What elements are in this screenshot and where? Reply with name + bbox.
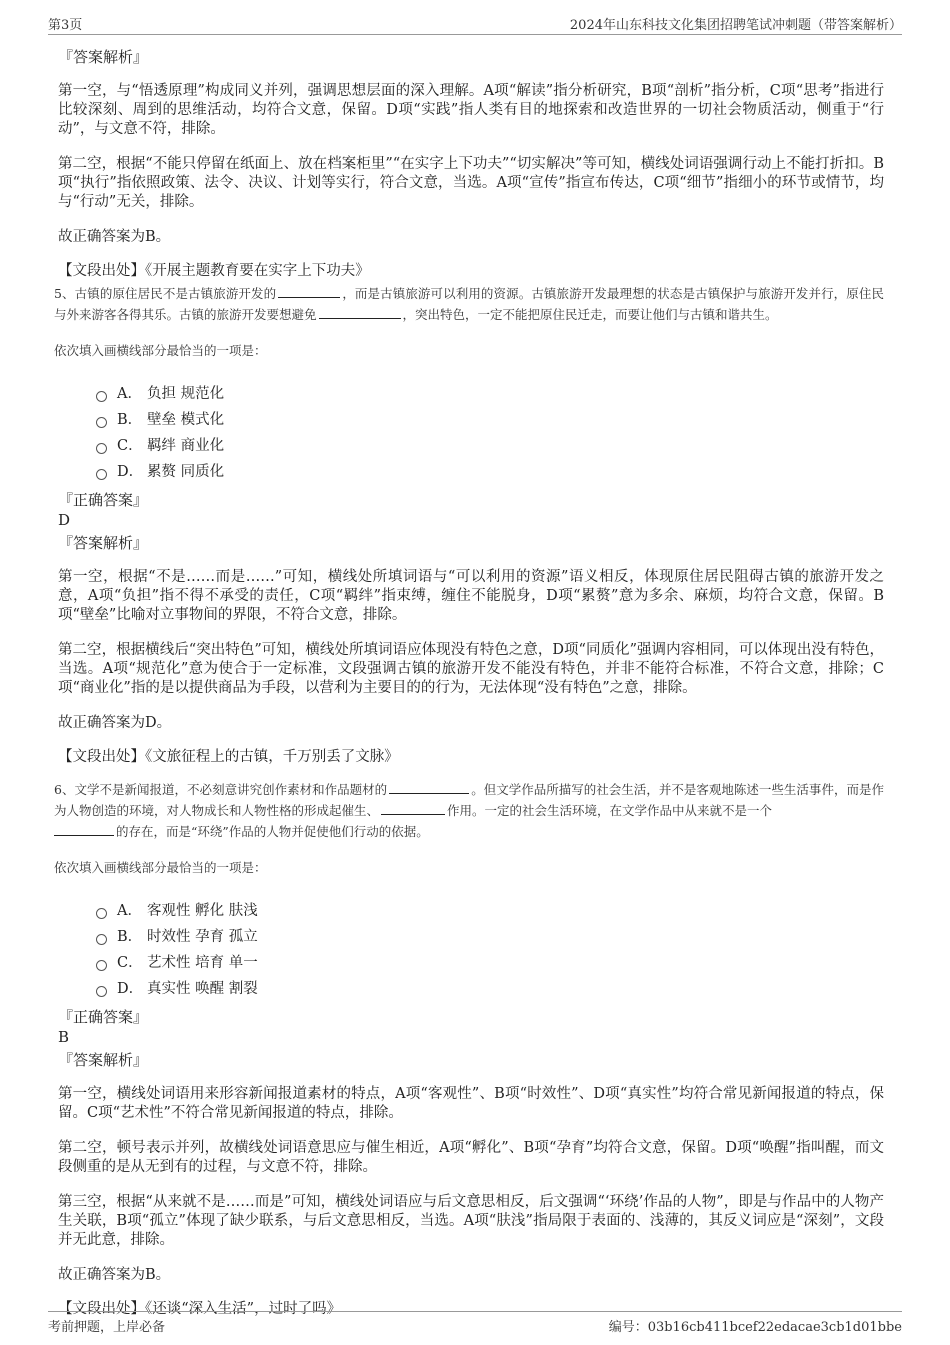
page-content: [56, 42, 884, 1319]
page-number: 第3页: [48, 18, 83, 33]
analysis-label: 『答案解析』: [58, 534, 149, 552]
q5-analysis-p2: 第二空，根据横线后“突出特色”可知，横线处所填词语应体现没有特色之意，D项“同质化”强调内容相同，可以体现出没有特色，当选。A项“规范化”意为使合于一定标准，文段强调古镇的旅游开发不能没有特色，并非不能符合标准，不符合文意，排除；C项“商业化”指的是以提供商品为手段，以营利为主要目的的行为，无法体现“没有特色”之意，排除。: [58, 642, 884, 696]
correct-answer-label: 『正确答案』: [58, 1008, 149, 1026]
q5-options: [96, 381, 884, 485]
q6-options: [96, 898, 884, 1002]
q5-question: 5、古镇的原住居民不是古镇旅游开发的 ，而是古镇旅游可以利用的资源。古镇旅游开发最理想的状态是古镇保护与旅游开发并行，原住民与外来游客各得其乐。古镇的旅游开发要想避免 ，突出特色，一定不能把原住民迁走，而要让他们与古镇和谐共生。: [54, 286, 884, 322]
option-b[interactable]: B． 壁垒 模式化: [96, 407, 884, 433]
radio-icon[interactable]: [96, 417, 107, 428]
blank: [319, 306, 401, 319]
footer-slogan: 考前押题，上岸必备: [48, 1320, 166, 1335]
option-c[interactable]: C． 羁绊 商业化: [96, 433, 884, 459]
option-d[interactable]: D． 累赘 同质化: [96, 459, 884, 485]
q6-conclusion: 故正确答案为B。: [58, 1267, 171, 1283]
option-a[interactable]: A． 客观性 孵化 肤浅: [96, 898, 884, 924]
blank: [278, 285, 340, 298]
q4-analysis-p2: 第二空，根据“不能只停留在纸面上、放在档案柜里”“在实字上下功夫”“切实解决”等可知，横线处词语强调行动上不能打折扣。B项“执行”指依照政策、法令、决议、计划等实行，符合文意，当选。A项“宣传”指宣布传达，C项“细节”指细小的环节或情节，均与“行动”无关，排除。: [58, 156, 884, 210]
radio-icon[interactable]: [96, 391, 107, 402]
q4-conclusion: 故正确答案为B。: [58, 229, 171, 245]
analysis-label: 『答案解析』: [58, 1051, 149, 1069]
q5-source: 【文段出处】《文旅征程上的古镇，千万别丢了文脉》: [58, 749, 399, 765]
q5-analysis-p1: 第一空，根据“不是……而是……”可知，横线处所填词语与“可以利用的资源”语义相反，体现原住居民阻碍古镇的旅游开发之意，A项“负担”指不得不承受的责任，C项“羁绊”指束缚，缠住不能脱身，D项“累赘”意为多余、麻烦，均符合文意，保留。B项“壁垒”比喻对立事物间的界限，不符合文意，排除。: [58, 569, 884, 623]
q5-answer: D: [58, 511, 71, 529]
radio-icon[interactable]: [96, 469, 107, 480]
radio-icon[interactable]: [96, 443, 107, 454]
q5-conclusion: 故正确答案为D。: [58, 715, 172, 731]
q6-analysis-p2: 第二空，顿号表示并列，故横线处词语意思应与催生相近，A项“孵化”、B项“孕育”均符合文意，保留。D项“唤醒”指叫醒，而文段侧重的是从无到有的过程，与文意不符，排除。: [58, 1140, 884, 1175]
option-d[interactable]: D． 真实性 唤醒 割裂: [96, 976, 884, 1002]
q6-prompt: 依次填入画横线部分最恰当的一项是：: [54, 860, 267, 875]
document-title: 2024年山东科技文化集团招聘笔试冲刺题（带答案解析）: [569, 18, 902, 33]
q6-source: 【文段出处】《还谈“深入生活”，过时了吗》: [58, 1301, 342, 1317]
q6-answer: B: [58, 1028, 70, 1046]
radio-icon[interactable]: [96, 960, 107, 971]
q6-question: 6、文学不是新闻报道，不必刻意讲究创作素材和作品题材的 。但文学作品所描写的社会生活，并不是客观地陈述一些生活事件，而是作为人物创造的环境，对人物成长和人物性格的形成起催生、 作用。一定的社会生活环境，在文学作品中从来就不是一个 的存在，而是“环绕”作品的人物并促使他们行动的依据。: [54, 782, 884, 839]
blank: [381, 802, 445, 815]
option-a[interactable]: A． 负担 规范化: [96, 381, 884, 407]
q4-source: 【文段出处】《开展主题教育要在实字上下功夫》: [58, 263, 370, 279]
blank: [389, 781, 469, 794]
q6-analysis-p1: 第一空，横线处词语用来形容新闻报道素材的特点，A项“客观性”、B项“时效性”、D项“真实性”均符合常见新闻报道的特点，保留。C项“艺术性”不符合常见新闻报道的特点，排除。: [58, 1086, 884, 1121]
analysis-label: 『答案解析』: [58, 48, 149, 66]
page-footer: [48, 1311, 902, 1334]
q4-analysis-p1: 第一空，与“悟透原理”构成同义并列，强调思想层面的深入理解。A项“解读”指分析研究，B项“剖析”指分析，C项“思考”指进行比较深刻、周到的思维活动，均符合文意，保留。D项“实践”指人类有目的地探索和改造世界的一切社会物质活动，侧重于“行动”，与文意不符，排除。: [58, 83, 884, 137]
q6-analysis-p3: 第三空，根据“从来就不是……而是”可知，横线处词语应与后文意思相反，后文强调“‘环绕’作品的人物”，即是与作品中的人物产生关联，B项“孤立”体现了缺少联系，与后文意思相反，当选。A项“肤浅”指局限于表面的、浅薄的，其反义词应是“深刻”，文段并无此意，排除。: [58, 1194, 884, 1248]
q5-prompt: 依次填入画横线部分最恰当的一项是：: [54, 343, 267, 358]
correct-answer-label: 『正确答案』: [58, 491, 149, 509]
document-id: 编号：03b16cb411bcef22edacae3cb1d01bbe: [608, 1320, 902, 1335]
page-header: [48, 12, 902, 35]
radio-icon[interactable]: [96, 934, 107, 945]
radio-icon[interactable]: [96, 986, 107, 997]
option-c[interactable]: C． 艺术性 培育 单一: [96, 950, 884, 976]
blank: [54, 823, 114, 836]
radio-icon[interactable]: [96, 908, 107, 919]
option-b[interactable]: B． 时效性 孕育 孤立: [96, 924, 884, 950]
